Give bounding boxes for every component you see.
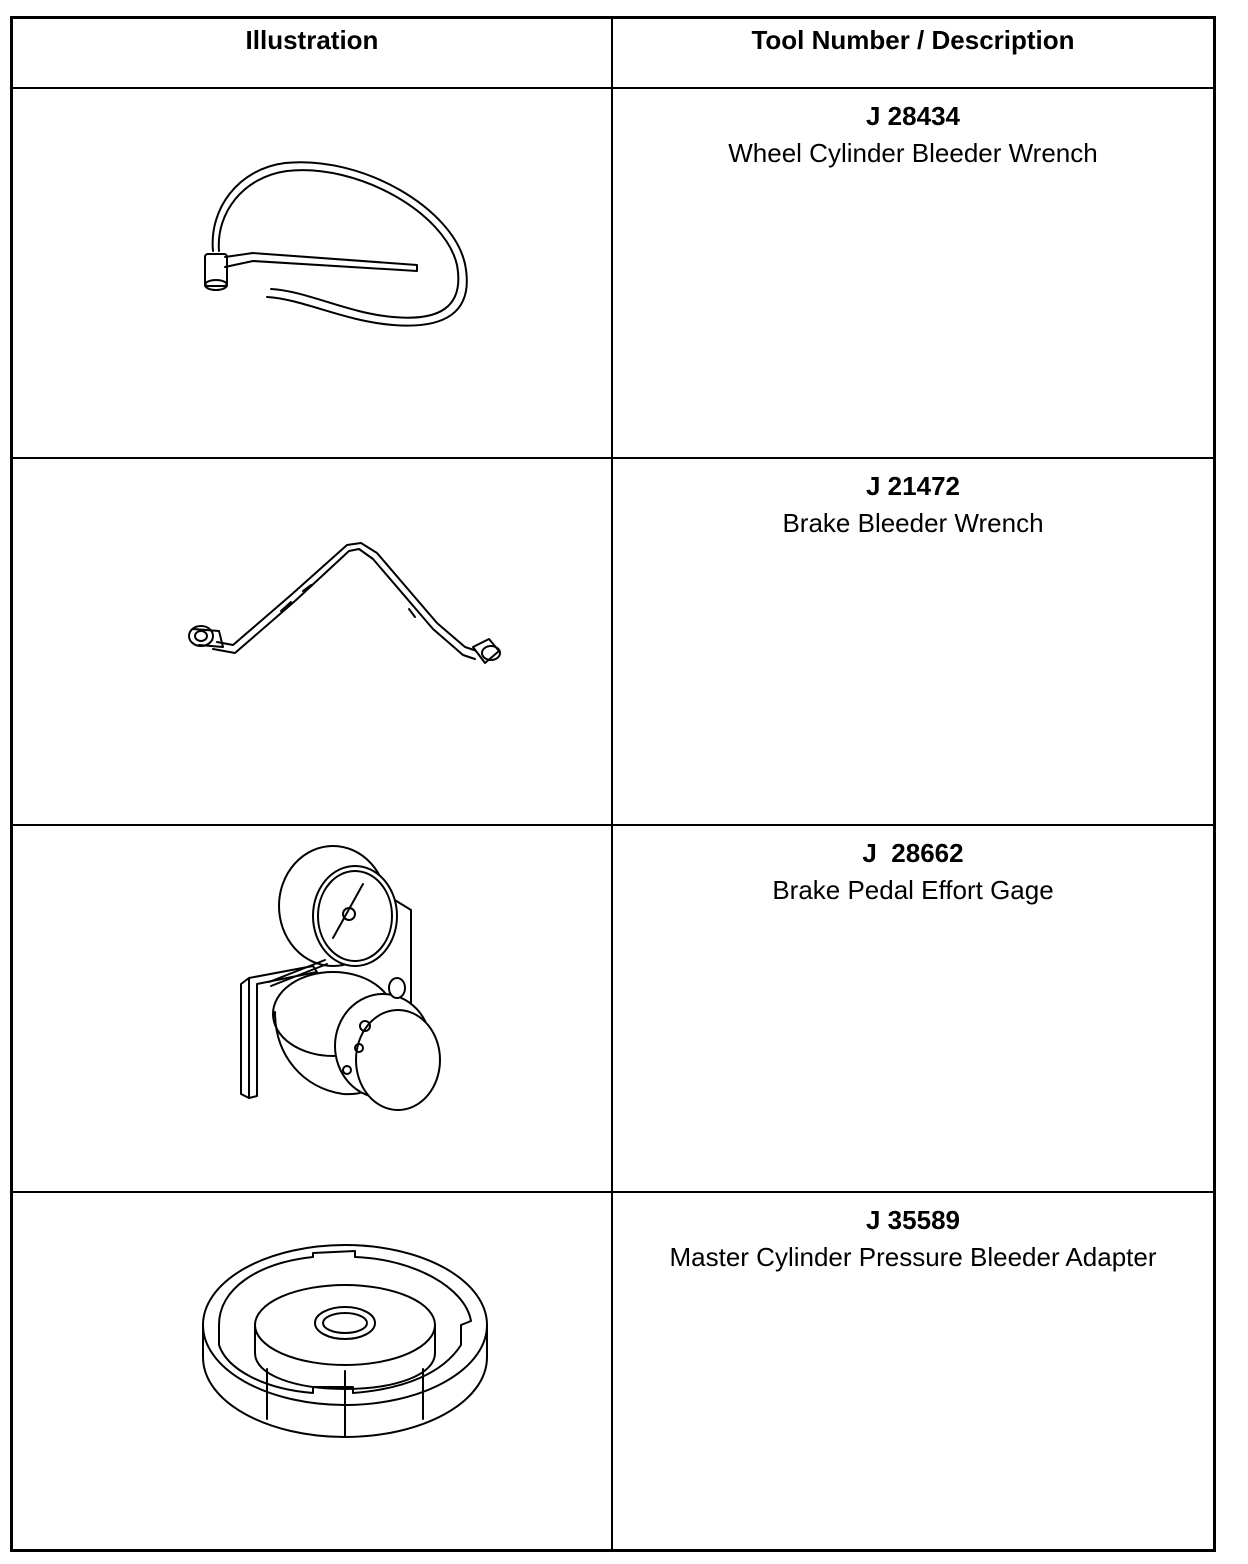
- wheel-cylinder-bleeder-wrench-icon: [13, 89, 611, 457]
- master-cylinder-bleeder-adapter-icon: [13, 1193, 611, 1553]
- tool-description: Wheel Cylinder Bleeder Wrench: [728, 138, 1098, 168]
- brake-bleeder-wrench-icon: [13, 459, 611, 824]
- illustration-cell: [13, 826, 613, 1193]
- illustration-cell: [13, 459, 613, 826]
- tool-description: Master Cylinder Pressure Bleeder Adapter: [669, 1242, 1157, 1272]
- description-cell: [613, 89, 1213, 459]
- illustration-cell: [13, 89, 613, 459]
- brake-pedal-effort-gage-icon: [13, 826, 611, 1191]
- tool-number: J 28434: [866, 101, 960, 131]
- header-tool-description: Tool Number / Description: [613, 19, 1213, 89]
- tool-number: J 21472: [866, 471, 960, 501]
- illustration-cell: [13, 1193, 613, 1549]
- tool-number: J 35589: [866, 1205, 960, 1235]
- description-cell: [613, 1193, 1213, 1549]
- tool-number: J 28662: [862, 838, 964, 868]
- tool-description: Brake Bleeder Wrench: [782, 508, 1044, 538]
- description-cell: [613, 459, 1213, 826]
- tool-description: Brake Pedal Effort Gage: [772, 875, 1054, 905]
- tool-table: [10, 16, 1216, 1552]
- header-illustration: Illustration: [13, 19, 613, 89]
- description-cell: [613, 826, 1213, 1193]
